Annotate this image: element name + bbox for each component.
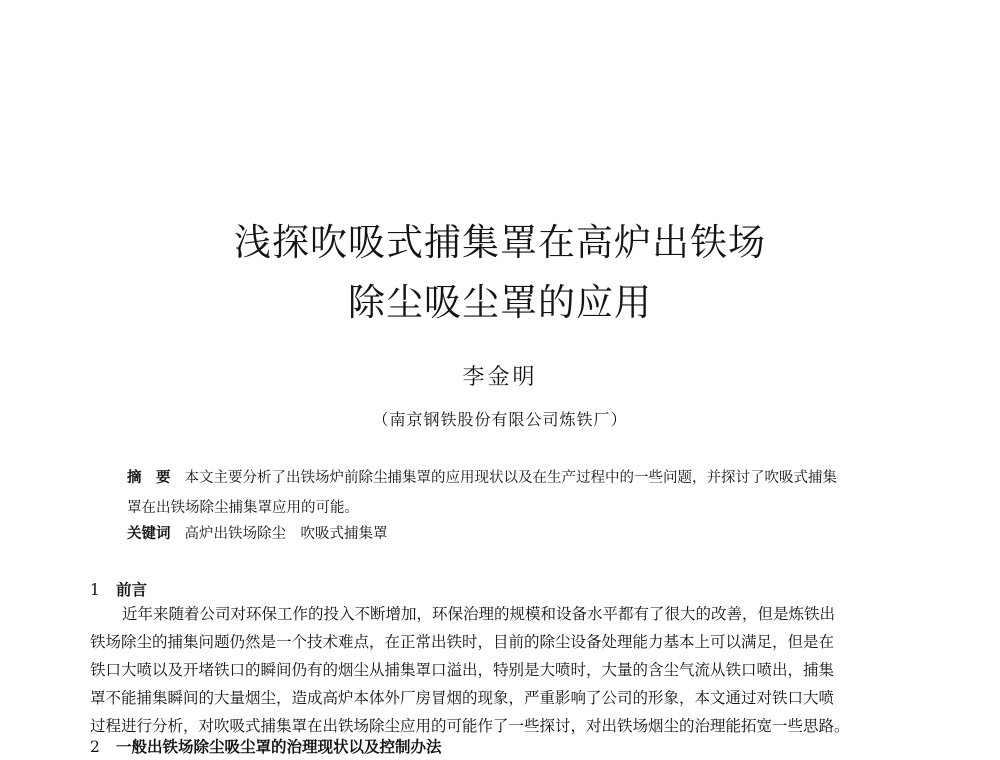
abstract-block (127, 463, 897, 523)
section-2-title: 一般出铁场除尘吸尘罩的治理现状以及控制办法 (116, 737, 442, 756)
paragraph-line: 罩不能捕集瞬间的大量烟尘，造成高炉本体外厂房冒烟的现象，严重影响了公司的形象，本文通过对铁口大喷 (90, 689, 835, 707)
paper-title-line-1: 浅探吹吸式捕集罩在高炉出铁场 (234, 221, 766, 264)
section-1-heading (90, 578, 147, 600)
abstract-label: 摘 要 (127, 469, 171, 486)
section-1-body (90, 600, 910, 740)
abstract-text-2: 罩在出铁场除尘捕集罩应用的可能。 (127, 500, 359, 516)
section-2-heading (90, 735, 442, 757)
keywords-text: 高炉出铁场除尘 吹吸式捕集罩 (184, 526, 388, 542)
paragraph-line: 近年来随着公司对环保工作的投入不断增加，环保治理的规模和设备水平都有了很大的改善，但是炼铁出 (122, 605, 836, 623)
author-affiliation: （南京钢铁股份有限公司炼铁厂） (372, 410, 628, 429)
abstract-line-1 (127, 463, 897, 493)
keywords-label: 关键词 (127, 525, 171, 542)
author-name: 李金明 (462, 365, 538, 390)
keywords-block (127, 519, 897, 549)
paragraph-line: 铁场除尘的捕集问题仍然是一个技术难点，在正常出铁时，目前的除尘设备处理能力基本上可以满足，但是在 (90, 633, 835, 651)
abstract-text-1: 本文主要分析了出铁场炉前除尘捕集罩的应用现状以及在生产过程中的一些问题，并探讨了吹吸式捕集 (184, 470, 837, 486)
paragraph-line: 过程进行分析，对吹吸式捕集罩在出铁场除尘应用的可能作了一些探讨，对出铁场烟尘的治理能拓宽一些思路。 (90, 717, 850, 735)
section-1-title: 前言 (116, 580, 148, 599)
paper-title-line-2: 除尘吸尘罩的应用 (348, 281, 652, 324)
section-2-number: 2 (90, 738, 100, 756)
section-1-number: 1 (90, 581, 100, 599)
paragraph-line: 铁口大喷以及开堵铁口的瞬间仍有的烟尘从捕集罩口溢出，特别是大喷时，大量的含尘气流从铁口喷出，捕集 (90, 661, 835, 679)
